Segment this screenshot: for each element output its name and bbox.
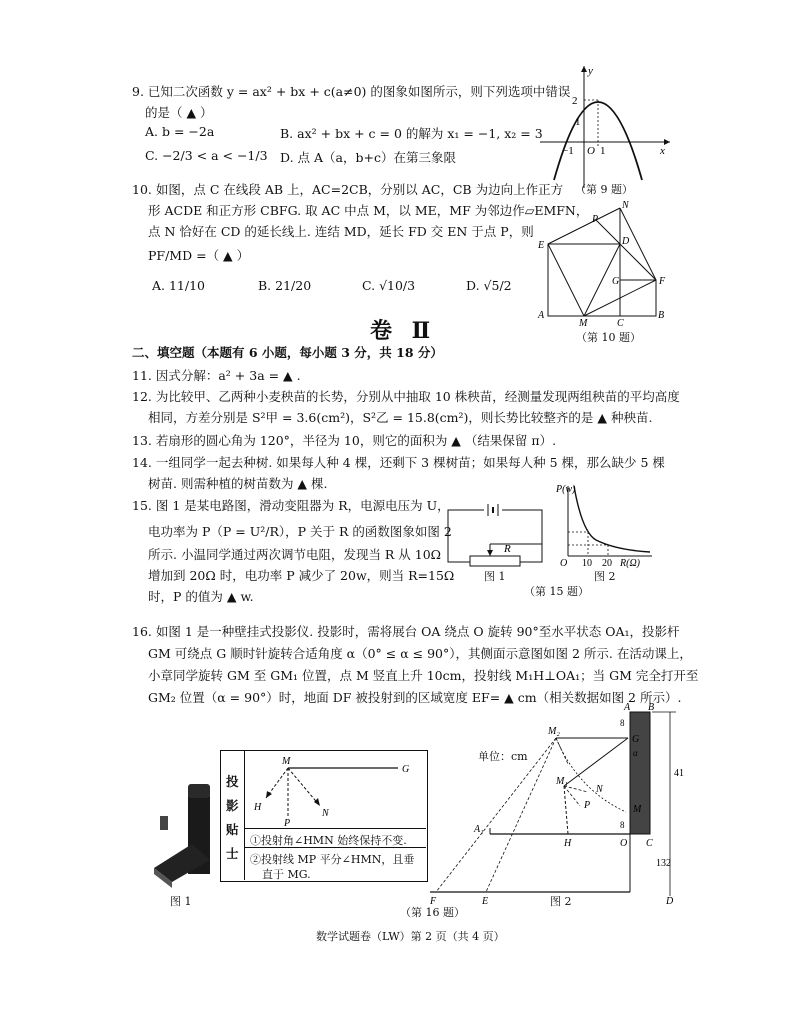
q15-line4: 增加到 20Ω 时，电功率 P 减少了 20w，则当 R=15Ω xyxy=(148,568,455,583)
q16-fig2-label-d: D xyxy=(666,896,674,907)
q16-fig2-label-m2: M₂ xyxy=(548,726,560,737)
q16-fig2-label-p: P xyxy=(584,800,591,811)
q10-label-n: N xyxy=(622,200,629,211)
q16-projection-figure xyxy=(430,700,690,910)
q16-line3: 小章同学旋转 GM 至 GM₁ 位置，点 M 竖直上升 10cm，投射线 M₁H⊥OA₁；当 GM 完全打开至 xyxy=(148,668,699,683)
q16-tip-1: ①投射角∠HMN 始终保持不变. xyxy=(250,834,407,847)
page-footer: 数学试题卷（LW）第 2 页（共 4 页） xyxy=(316,930,505,943)
q10-geometry-figure xyxy=(536,198,670,328)
q10-option-c: C. √10/3 xyxy=(362,278,416,293)
q15-circuit-r-label: R xyxy=(504,543,511,555)
q15-graph-origin: O xyxy=(560,558,568,569)
q15-graph-p-label: P(w) xyxy=(556,484,576,495)
q15-line3: 所示. 小温同学通过两次调节电阻，发现当 R 从 10Ω xyxy=(148,547,442,562)
q16-tip-2: ②投射线 MP 平分∠HMN，且垂 xyxy=(250,853,415,866)
q10-figure-caption: （第 10 题） xyxy=(576,331,641,344)
q15-graph-tick-20: 20 xyxy=(602,558,612,569)
q9-option-d: D. 点 A（a，b+c）在第三象限 xyxy=(280,150,456,165)
section-2-heading: 二、填空题（本题有 6 小题，每小题 3 分，共 18 分） xyxy=(132,345,443,360)
q16-tip-g-label: G xyxy=(402,764,410,775)
q16-fig2-label-h: H xyxy=(564,838,572,849)
q16-fig2-label-o: O xyxy=(620,838,628,849)
q16-fig2-label-f: F xyxy=(430,896,437,907)
q10-line3: 点 N 恰好在 CD 的延长线上. 连结 MD，延长 FD 交 EN 于点 P，则 xyxy=(148,224,534,239)
q12-line2: 相同，方差分别是 S²甲 = 3.6(cm²)，S²乙 = 15.8(cm²)，则长势比较整齐的是 ▲ 种秧苗. xyxy=(148,410,653,425)
q16-tip-m-label: M xyxy=(282,756,291,767)
q10-label-e: E xyxy=(538,240,545,251)
q16-fig2-label-41: 41 xyxy=(674,768,684,779)
q9-option-a: A. b = −2a xyxy=(145,124,215,139)
q16-fig1-label: 图 1 xyxy=(170,895,192,908)
q9-stem-line2: 的是（ ▲ ） xyxy=(145,105,213,120)
q10-option-d: D. √5/2 xyxy=(466,278,512,293)
q9-label-x1: 1 xyxy=(600,145,606,157)
q16-fig2-label: 图 2 xyxy=(550,895,572,908)
q16-fig2-label-8-bottom: 8 xyxy=(620,820,625,830)
q15-line1: 15. 图 1 是某电路图，滑动变阻器为 R，电源电压为 U， xyxy=(132,498,450,513)
q12-line1: 12. 为比较甲、乙两种小麦秧苗的长势，分别从中抽取 10 株秧苗，经测量发现两组秧苗的平均高度 xyxy=(132,389,680,404)
q16-tip-n-label: N xyxy=(322,808,329,819)
q10-line4: PF/MD =（ ▲ ） xyxy=(148,248,250,263)
q16-tips-divider-1 xyxy=(245,828,426,829)
q16-tips-title: 投影贴士 xyxy=(226,774,239,861)
q10-label-b: B xyxy=(658,310,665,321)
q15-figure-caption: （第 15 题） xyxy=(524,585,589,598)
q9-option-b: B. ax² + bx + c = 0 的解为 x₁ = −1, x₂ = 3 xyxy=(280,126,543,141)
q16-line2: GM 可绕点 G 顺时针旋转合适角度 α（0° ≤ α ≤ 90°），其侧面示意图如图 2 所示. 在活动课上， xyxy=(148,646,692,661)
q9-label-x: x xyxy=(660,145,665,157)
q15-line5: 时，P 的值为 ▲ w. xyxy=(148,589,254,604)
q16-fig2-label-8-top: 8 xyxy=(620,718,625,728)
q9-stem-line1: 9. 已知二次函数 y = ax² + bx + c(a≠0) 的图象如图所示，则下列选项中错误 xyxy=(132,84,571,99)
q10-option-a: A. 11/10 xyxy=(152,278,205,293)
q15-graph-tick-10: 10 xyxy=(582,558,592,569)
q9-label-neg1: −1 xyxy=(562,145,574,157)
q16-fig2-label-g: G xyxy=(632,734,640,745)
q10-option-b: B. 21/20 xyxy=(258,278,312,293)
q9-option-c: C. −2/3 < a < −1/3 xyxy=(145,148,268,163)
q15-fig2-label: 图 2 xyxy=(594,570,616,583)
q9-label-origin: O xyxy=(587,145,595,157)
q16-line1: 16. 如图 1 是一种壁挂式投影仪. 投影时，需将展台 OA 绕点 O 旋转 90°至水平状态 OA₁，投影杆 xyxy=(132,624,680,639)
q15-graph-r-label: R(Ω) xyxy=(620,558,640,569)
q16-fig2-label-b: B xyxy=(648,702,655,713)
q15-power-graph xyxy=(556,480,656,570)
q16-projector-photo xyxy=(148,750,220,898)
q10-label-g: G xyxy=(612,276,620,287)
q16-fig2-label-132: 132 xyxy=(656,858,671,869)
q10-label-f: F xyxy=(659,276,666,287)
q9-label-y: y xyxy=(588,65,593,77)
q15-fig1-label: 图 1 xyxy=(484,570,506,583)
q10-line2: 形 ACDE 和正方形 CBFG. 取 AC 中点 M，以 ME，MF 为邻边作▱EMFN， xyxy=(148,203,589,218)
q10-label-d: D xyxy=(622,236,630,247)
q16-tips-divider-2 xyxy=(245,847,426,848)
q9-label-1: 1 xyxy=(575,116,581,128)
q10-label-m: M xyxy=(579,318,588,328)
q14-line2: 树苗. 则需种植的树苗数为 ▲ 棵. xyxy=(148,476,328,491)
q16-fig2-label-a: A xyxy=(624,702,631,713)
q16-fig2-label-a1: A₁ xyxy=(474,824,484,835)
q16-line4: GM₂ 位置（α = 90°）时，地面 DF 被投射到的区域宽度 EF= ▲ cm（相关数据如图 2 所示）. xyxy=(148,690,682,705)
q16-fig2-label-m: M xyxy=(633,804,642,815)
q13: 13. 若扇形的圆心角为 120°，半径为 10，则它的面积为 ▲ （结果保留 π）. xyxy=(132,433,557,448)
volume-title: 卷 Ⅱ xyxy=(370,318,437,344)
q10-label-a: A xyxy=(538,310,545,321)
q14-line1: 14. 一组同学一起去种树. 如果每人种 4 棵，还剩下 3 棵树苗；如果每人种 5 棵，那么缺少 5 棵 xyxy=(132,455,665,470)
q16-fig2-label-c: C xyxy=(646,838,653,849)
q16-figure-caption: （第 16 题） xyxy=(400,906,465,919)
q9-parabola-figure xyxy=(536,62,676,192)
q16-fig2-label-m1: M₁ xyxy=(556,776,568,787)
q10-label-c: C xyxy=(617,318,624,328)
q15-line2: 电功率为 P（P = U²/R），P 关于 R 的函数图象如图 2 xyxy=(148,524,452,539)
q15-circuit-figure xyxy=(440,500,550,572)
q10-label-p: P xyxy=(592,214,599,225)
q11: 11. 因式分解：a² + 3a = ▲ . xyxy=(132,368,301,383)
q16-tip-h-label: H xyxy=(254,802,262,813)
q16-tips-diagram xyxy=(246,754,424,828)
q16-fig2-label-e: E xyxy=(482,896,489,907)
q16-unit-label: 单位：cm xyxy=(478,750,528,763)
q16-fig2-label-alpha: α xyxy=(633,748,638,758)
q9-figure-caption: （第 9 题） xyxy=(575,183,633,196)
q9-label-2: 2 xyxy=(572,95,578,107)
q16-tip-p-label: P xyxy=(284,818,291,828)
q10-line1: 10. 如图，点 C 在线段 AB 上，AC=2CB，分别以 AC，CB 为边向上作正方 xyxy=(132,182,564,197)
q16-tip-2b: 直于 MG. xyxy=(262,868,311,881)
q16-fig2-label-n: N xyxy=(596,784,603,795)
